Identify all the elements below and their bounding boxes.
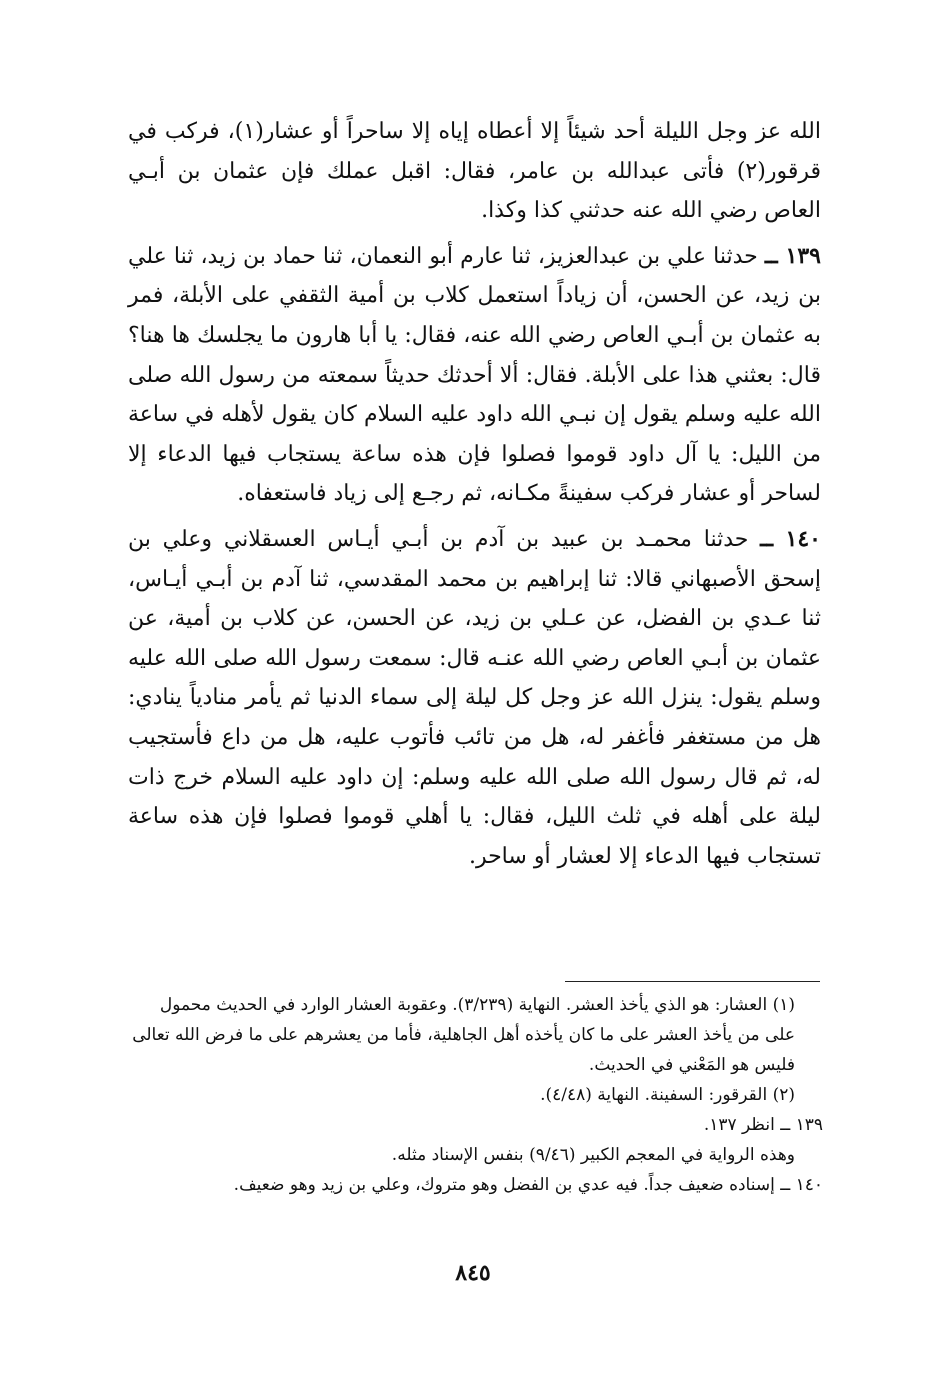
page-number: ٨٤٥ <box>455 1260 491 1286</box>
paragraph-text: الله عز وجل الليلة أحد شيئاً إلا أعطاه إياه إلا ساحراً أو عشار(١)، فركب في قرقور(٢) فأتى عبدالله بن عامر، فقال: اقبل عملك فإن عثمان بن أبـي العاص رضي الله عنه حدثني كذا وكذا. <box>128 119 821 224</box>
footnote-139: ١٣٩ ــ انظر ١٣٧. <box>703 1115 823 1135</box>
hadith-number: ١٣٩ ــ <box>764 242 821 269</box>
paragraph-text: حدثنا علي بن عبدالعزيز، ثنا عارم أبو النعمان، ثنا حماد بن زيد، ثنا علي بن زيد، عن الحسن، أن زياداً استعمل كلاب بن أمية الثقفي على الأبلة، فمر به عثمان بن أبـي العاص رضي الله عنه، فقال: يا أبا هارون ما يجلسك ها هنا؟ قال: بعثني هذا على الأبلة. فقال: ألا أحدثك حديثاً سمعته من رسول الله صلى الله عليه وسلم يقول إن نبـي الله داود عليه السلام كان يقول لأهله في ساعة من الليل: يا آل داود قوموا فصلوا فإن هذه ساعة يستجاب فيها الدعاء إلا لساحر أو عشار فركب سفينةً مكـانه، ثم رجـع إلى زياد فاستعفاه. <box>128 243 821 507</box>
footnote-139-extra: وهذه الرواية في المعجم الكبير (٩/٤٦) بنفس الإسناد مثله. <box>391 1145 795 1165</box>
footnote-140: ١٤٠ ــ إسناده ضعيف جداً. فيه عدي بن الفضل وهو متروك، وعلي بن زيد وهو ضعيف. <box>233 1175 823 1195</box>
paragraph-139 <box>128 237 821 514</box>
footnote-separator <box>565 981 820 982</box>
paragraph-140 <box>128 520 821 876</box>
paragraph-continuation <box>128 112 821 231</box>
paragraph-text: حدثنا محمـد بن عبيد بن آدم بن أبـي أيـاس العسقلاني وعلي بن إسحق الأصبهاني قالا: ثنا إبراهيم بن محمد المقدسي، ثنا آدم بن أبـي أيـاس، ثنا عـدي بن الفضل، عن عـلي بن زيد، عن الحسن، عن كلاب بن أمية، عن عثمان بن أبـي العاص رضي الله عنـه قال: سمعت رسول الله صلى الله عليه وسلم يقول: ينزل الله عز وجل كل ليلة إلى سماء الدنيا ثم يأمر منادياً ينادي: هل من مستغفر فأغفر له، هل من تائب فأتوب عليه، هل من داع فأستجيب له، ثم قال رسول الله صلى الله عليه وسلم: إن داود عليه السلام خرج ذات ليلة على أهله في ثلث الليل، فقال: يا أهلي قوموا فصلوا فإن هذه ساعة تستجاب فيها الدعاء إلا لعشار أو ساحر. <box>128 526 821 869</box>
footnote-1: (١) العشار: هو الذي يأخذ العشر. النهاية (٣/٢٣٩). وعقوبة العشار الوارد في الحديث محمول على من يأخذ العشر على ما كان يأخذه أهل الجاهلية، فأما من يعشرهم على ما فرض الله تعالى فليس هو المَعْني في الحديث. <box>132 995 795 1075</box>
footnote-2: (٢) القرقور: السفينة. النهاية (٤/٤٨). <box>540 1085 795 1105</box>
footnotes <box>130 990 823 1200</box>
main-text <box>128 112 821 876</box>
hadith-number: ١٤٠ ــ <box>760 525 821 552</box>
